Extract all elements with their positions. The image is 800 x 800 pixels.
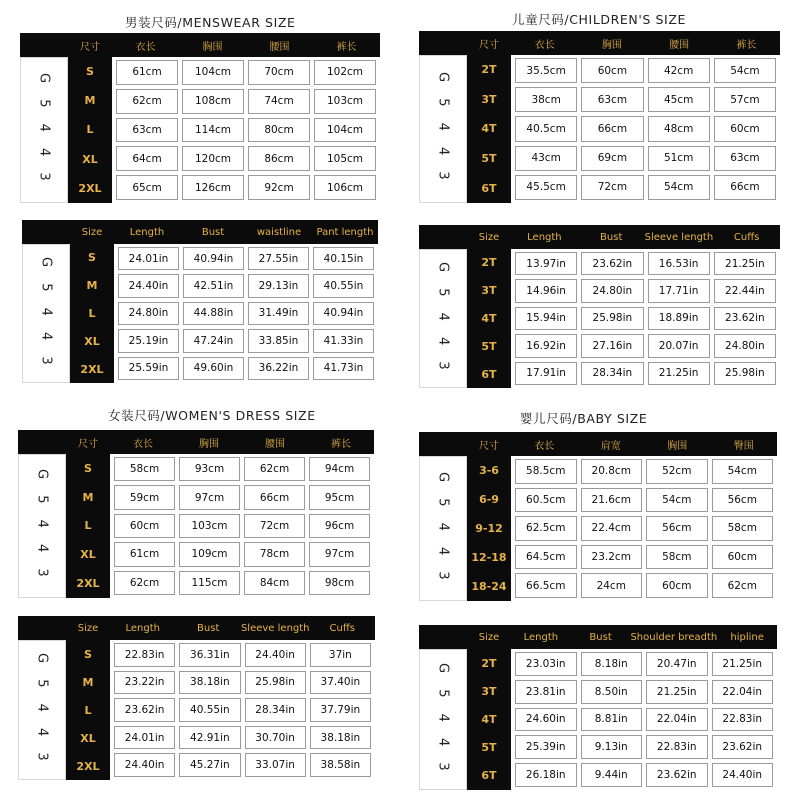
childrens-cm-table	[419, 31, 780, 203]
header-column-label: Sleeve length	[644, 231, 714, 243]
measurement-cell: 54cm	[714, 58, 776, 83]
measurement-cell: 25.39in	[515, 735, 577, 759]
measurement-cell: 23.62in	[581, 252, 643, 275]
header-column-label: 裤长	[331, 438, 351, 450]
measurement-cell: 47.24in	[183, 329, 244, 352]
measurement-cell: 103cm	[179, 514, 240, 538]
womens-cm-table	[18, 430, 374, 598]
header-column-label: Cuffs	[329, 622, 355, 634]
measurement-cell: 38.58in	[310, 753, 371, 777]
measurement-cell: 58cm	[712, 516, 774, 541]
measurement-cell: 62cm	[116, 89, 178, 114]
measurement-grid	[511, 249, 780, 388]
table-header	[20, 33, 380, 57]
product-code	[20, 57, 68, 203]
measurement-cell: 28.34in	[245, 698, 306, 722]
measurement-cell: 61cm	[116, 60, 178, 85]
measurement-cell: 23.62in	[714, 307, 776, 330]
measurement-cell: 86cm	[248, 146, 310, 171]
measurement-cell: 40.55in	[179, 698, 240, 722]
measurement-cell: 20.07in	[648, 334, 710, 357]
measurement-cell: 104cm	[314, 118, 376, 143]
menswear-title: 男装尺码/MENSWEAR SIZE	[125, 15, 296, 30]
measurement-cell: 66cm	[581, 116, 643, 141]
measurement-grid	[511, 649, 777, 790]
measurement-cell: 56cm	[712, 488, 774, 513]
measurement-cell: 51cm	[648, 146, 710, 171]
measurement-cell: 42cm	[648, 58, 710, 83]
measurement-cell: 49.60in	[183, 357, 244, 380]
measurement-cell: 36.31in	[179, 643, 240, 667]
measurement-cell: 38.18in	[179, 671, 240, 695]
product-code-text: G 5 4 4 3	[435, 471, 451, 586]
size-label: 4T	[481, 122, 497, 136]
size-label: 2XL	[76, 577, 100, 591]
product-code-text: G 5 4 4 3	[435, 662, 451, 777]
header-column-label: Bust	[201, 226, 225, 238]
product-code-text: G 5 4 4 3	[34, 469, 50, 583]
header-column-label: Bust	[589, 631, 612, 643]
measurement-cell: 62cm	[244, 457, 305, 481]
menswear-cm-table	[20, 33, 380, 203]
product-code-text: G 5 4 4 3	[36, 73, 52, 187]
measurement-cell: 25.98in	[245, 671, 306, 695]
header-column-label: Cuffs	[733, 231, 760, 243]
measurement-cell: 16.92in	[515, 334, 577, 357]
size-label: 3T	[481, 284, 497, 298]
measurement-cell: 23.22in	[114, 671, 175, 695]
measurement-cell: 63cm	[714, 146, 776, 171]
product-code	[18, 640, 66, 780]
header-column-label: Shoulder breadth	[630, 631, 718, 643]
measurement-cell: 14.96in	[515, 279, 577, 302]
measurement-cell: 25.98in	[714, 362, 776, 385]
product-code-text: G 5 4 4 3	[435, 72, 451, 186]
header-column-label: 腰围	[265, 438, 285, 450]
measurement-cell: 36.22in	[248, 357, 309, 380]
measurement-grid	[511, 55, 780, 203]
measurement-cell: 72cm	[581, 175, 643, 200]
measurement-cell: 25.59in	[118, 357, 179, 380]
size-label: 2T	[481, 63, 497, 77]
header-column-label: 衣长	[534, 39, 555, 51]
size-label: 4T	[481, 311, 497, 325]
measurement-cell: 60.5cm	[515, 488, 577, 513]
measurement-cell: 24.40in	[118, 274, 179, 297]
measurement-cell: 22.83in	[712, 708, 774, 732]
measurement-cell: 66.5cm	[515, 573, 577, 598]
measurement-cell: 8.18in	[581, 652, 643, 676]
header-size-label: Size	[77, 622, 99, 634]
measurement-cell: 94cm	[309, 457, 370, 481]
measurement-cell: 33.07in	[245, 753, 306, 777]
size-label: 2XL	[80, 362, 104, 376]
measurement-cell: 23.81in	[515, 680, 577, 704]
size-label: 2T	[481, 256, 497, 270]
table-header	[18, 430, 374, 454]
measurement-cell: 24.01in	[114, 726, 175, 750]
measurement-cell: 35.5cm	[515, 58, 577, 83]
measurement-cell: 31.49in	[248, 302, 309, 325]
measurement-cell: 21.25in	[714, 252, 776, 275]
size-column	[70, 244, 114, 383]
measurement-cell: 115cm	[179, 571, 240, 595]
childrens-title: 儿童尺码/CHILDREN'S SIZE	[512, 12, 686, 27]
product-code	[419, 249, 467, 388]
measurement-cell: 21.25in	[648, 362, 710, 385]
measurement-cell: 20.47in	[646, 652, 708, 676]
measurement-cell: 22.44in	[714, 279, 776, 302]
measurement-cell: 17.91in	[515, 362, 577, 385]
product-code	[419, 456, 467, 601]
measurement-cell: 103cm	[314, 89, 376, 114]
size-label: 2XL	[76, 759, 100, 773]
baby-in-table	[419, 625, 777, 790]
size-label: L	[88, 306, 96, 320]
measurement-cell: 105cm	[314, 146, 376, 171]
size-label: 2XL	[78, 181, 102, 195]
measurement-cell: 38cm	[515, 87, 577, 112]
measurement-cell: 45.5cm	[515, 175, 577, 200]
size-column	[467, 249, 511, 388]
size-label: 3-6	[479, 464, 499, 477]
header-column-label: waistline	[256, 226, 302, 238]
measurement-cell: 22.83in	[646, 735, 708, 759]
measurement-cell: 60cm	[712, 545, 774, 570]
measurement-cell: 20.8cm	[581, 459, 643, 484]
measurement-cell: 62cm	[712, 573, 774, 598]
measurement-cell: 24.01in	[118, 247, 179, 270]
measurement-cell: 40.5cm	[515, 116, 577, 141]
size-label: XL	[80, 731, 96, 745]
measurement-cell: 95cm	[309, 485, 370, 509]
measurement-cell: 23.62in	[712, 735, 774, 759]
measurement-cell: 42.51in	[183, 274, 244, 297]
measurement-cell: 41.73in	[313, 357, 374, 380]
measurement-cell: 126cm	[182, 175, 244, 200]
table-header	[419, 432, 777, 456]
measurement-cell: 22.04in	[712, 680, 774, 704]
measurement-cell: 27.55in	[248, 247, 309, 270]
table-header	[18, 616, 375, 640]
baby-title: 婴儿尺码/BABY SIZE	[520, 411, 648, 426]
header-size-label: Size	[81, 226, 103, 238]
product-code-text: G 5 4 4 3	[38, 256, 54, 371]
measurement-cell: 21.6cm	[581, 488, 643, 513]
measurement-cell: 54cm	[712, 459, 774, 484]
measurement-grid	[110, 640, 375, 780]
measurement-cell: 23.62in	[114, 698, 175, 722]
measurement-cell: 54cm	[646, 488, 708, 513]
size-label: S	[84, 461, 92, 475]
measurement-cell: 22.4cm	[581, 516, 643, 541]
header-column-label: 裤长	[736, 39, 757, 51]
measurement-cell: 24.40in	[114, 753, 175, 777]
measurement-cell: 24.80in	[581, 279, 643, 302]
size-column	[467, 456, 511, 601]
measurement-cell: 18.89in	[648, 307, 710, 330]
size-label: 5T	[481, 741, 497, 755]
measurement-cell: 44.88in	[183, 302, 244, 325]
measurement-cell: 64.5cm	[515, 545, 577, 570]
measurement-cell: 56cm	[646, 516, 708, 541]
size-label: XL	[80, 548, 96, 562]
measurement-cell: 58cm	[646, 545, 708, 570]
measurement-cell: 80cm	[248, 118, 310, 143]
measurement-cell: 72cm	[244, 514, 305, 538]
product-code	[419, 55, 467, 203]
womens-title: 女装尺码/WOMEN'S DRESS SIZE	[108, 408, 316, 423]
header-column-label: 臀围	[733, 440, 754, 452]
measurement-cell: 37.79in	[310, 698, 371, 722]
measurement-cell: 114cm	[182, 118, 244, 143]
size-label: M	[84, 94, 96, 108]
measurement-cell: 109cm	[179, 542, 240, 566]
measurement-cell: 74cm	[248, 89, 310, 114]
measurement-cell: 65cm	[116, 175, 178, 200]
measurement-cell: 60cm	[646, 573, 708, 598]
size-label: S	[84, 647, 92, 661]
baby-cm-table	[419, 432, 777, 601]
measurement-cell: 45cm	[648, 87, 710, 112]
size-label: 6T	[481, 367, 497, 381]
size-label: S	[86, 65, 94, 79]
measurement-cell: 24.40in	[712, 763, 774, 787]
size-label: 3T	[481, 92, 497, 106]
measurement-cell: 69cm	[581, 146, 643, 171]
header-column-label: hipline	[730, 631, 764, 643]
measurement-cell: 66cm	[714, 175, 776, 200]
measurement-cell: 24.60in	[515, 708, 577, 732]
measurement-grid	[511, 456, 777, 601]
product-code	[18, 454, 66, 598]
measurement-cell: 15.94in	[515, 307, 577, 330]
size-column	[68, 57, 112, 203]
header-column-label: 胸围	[667, 440, 688, 452]
measurement-cell: 92cm	[248, 175, 310, 200]
header-size-label: 尺寸	[80, 41, 100, 53]
size-label: 18-24	[471, 580, 507, 593]
measurement-cell: 60cm	[114, 514, 175, 538]
header-column-label: 肩宽	[600, 440, 621, 452]
measurement-cell: 25.98in	[581, 307, 643, 330]
size-label: 6T	[481, 769, 497, 783]
header-column-label: Bust	[197, 622, 220, 634]
measurement-cell: 40.94in	[313, 302, 374, 325]
measurement-cell: 59cm	[114, 485, 175, 509]
measurement-cell: 17.71in	[648, 279, 710, 302]
measurement-cell: 29.13in	[248, 274, 309, 297]
womens-in-table	[18, 616, 375, 780]
measurement-cell: 48cm	[648, 116, 710, 141]
measurement-cell: 22.83in	[114, 643, 175, 667]
size-label: XL	[84, 334, 100, 348]
measurement-cell: 70cm	[248, 60, 310, 85]
measurement-cell: 21.25in	[712, 652, 774, 676]
measurement-cell: 38.18in	[310, 726, 371, 750]
header-column-label: 胸围	[202, 41, 223, 53]
menswear-in-table	[22, 220, 378, 383]
measurement-cell: 25.19in	[118, 329, 179, 352]
product-code-text: G 5 4 4 3	[34, 653, 50, 767]
measurement-cell: 33.85in	[248, 329, 309, 352]
childrens-in-table	[419, 225, 780, 388]
measurement-cell: 84cm	[244, 571, 305, 595]
header-column-label: Bust	[600, 231, 623, 243]
measurement-cell: 40.94in	[183, 247, 244, 270]
product-code	[22, 244, 70, 383]
size-label: 5T	[481, 339, 497, 353]
product-code	[419, 649, 467, 790]
measurement-cell: 104cm	[182, 60, 244, 85]
size-label: M	[86, 279, 98, 293]
measurement-cell: 78cm	[244, 542, 305, 566]
size-label: 2T	[481, 656, 497, 670]
header-column-label: Sleeve length	[240, 622, 310, 634]
measurement-cell: 37in	[310, 643, 371, 667]
measurement-cell: 27.16in	[581, 334, 643, 357]
size-label: S	[88, 251, 96, 265]
size-column	[66, 640, 110, 780]
size-label: 6-9	[479, 493, 499, 506]
measurement-cell: 62cm	[114, 571, 175, 595]
measurement-cell: 106cm	[314, 175, 376, 200]
measurement-cell: 26.18in	[515, 763, 577, 787]
measurement-cell: 43cm	[515, 146, 577, 171]
header-column-label: 腰围	[669, 39, 690, 51]
size-label: 3T	[481, 684, 497, 698]
measurement-cell: 54cm	[648, 175, 710, 200]
header-column-label: 胸围	[601, 39, 622, 51]
table-header	[419, 625, 777, 649]
header-column-label: Length	[523, 631, 559, 643]
size-label: 5T	[481, 152, 497, 166]
size-label: L	[86, 123, 94, 137]
header-column-label: Pant length	[316, 226, 374, 238]
measurement-cell: 22.04in	[646, 708, 708, 732]
size-label: L	[84, 703, 92, 717]
size-label: M	[82, 490, 94, 504]
header-size-label: Size	[478, 631, 500, 643]
header-column-label: 衣长	[534, 440, 555, 452]
measurement-cell: 64cm	[116, 146, 178, 171]
header-column-label: 腰围	[269, 41, 290, 53]
size-column	[467, 55, 511, 203]
measurement-cell: 30.70in	[245, 726, 306, 750]
measurement-cell: 96cm	[309, 514, 370, 538]
measurement-cell: 9.44in	[581, 763, 643, 787]
measurement-cell: 93cm	[179, 457, 240, 481]
size-label: M	[82, 675, 94, 689]
measurement-cell: 108cm	[182, 89, 244, 114]
header-size-label: Size	[478, 231, 500, 243]
measurement-cell: 24.80in	[714, 334, 776, 357]
measurement-cell: 40.15in	[313, 247, 374, 270]
size-label: 6T	[481, 181, 497, 195]
measurement-cell: 97cm	[309, 542, 370, 566]
measurement-cell: 28.34in	[581, 362, 643, 385]
measurement-cell: 8.50in	[581, 680, 643, 704]
measurement-grid	[112, 57, 380, 203]
measurement-cell: 13.97in	[515, 252, 577, 275]
measurement-cell: 23.03in	[515, 652, 577, 676]
table-header	[419, 31, 780, 55]
measurement-cell: 60cm	[581, 58, 643, 83]
measurement-cell: 97cm	[179, 485, 240, 509]
size-label: 9-12	[475, 522, 503, 535]
measurement-cell: 9.13in	[581, 735, 643, 759]
header-size-label: 尺寸	[479, 39, 499, 51]
header-column-label: 胸围	[199, 438, 219, 450]
measurement-cell: 8.81in	[581, 708, 643, 732]
measurement-cell: 61cm	[114, 542, 175, 566]
measurement-grid	[114, 244, 378, 383]
header-column-label: 裤长	[336, 41, 357, 53]
size-label: L	[84, 519, 92, 533]
header-size-label: 尺寸	[479, 440, 499, 452]
header-column-label: Length	[129, 226, 165, 238]
size-label: 12-18	[471, 551, 507, 564]
header-size-label: 尺寸	[78, 438, 98, 450]
measurement-cell: 23.62in	[646, 763, 708, 787]
measurement-cell: 60cm	[714, 116, 776, 141]
product-code-text: G 5 4 4 3	[435, 261, 451, 376]
measurement-cell: 24.40in	[245, 643, 306, 667]
size-column	[66, 454, 110, 598]
measurement-cell: 21.25in	[646, 680, 708, 704]
measurement-cell: 58.5cm	[515, 459, 577, 484]
header-column-label: 衣长	[133, 438, 153, 450]
measurement-cell: 45.27in	[179, 753, 240, 777]
measurement-cell: 98cm	[309, 571, 370, 595]
measurement-cell: 42.91in	[179, 726, 240, 750]
measurement-cell: 62.5cm	[515, 516, 577, 541]
header-column-label: 衣长	[135, 41, 156, 53]
size-label: 4T	[481, 712, 497, 726]
size-label: XL	[82, 152, 98, 166]
size-column	[467, 649, 511, 790]
measurement-cell: 40.55in	[313, 274, 374, 297]
header-column-label: Length	[527, 231, 562, 243]
measurement-cell: 66cm	[244, 485, 305, 509]
measurement-cell: 63cm	[581, 87, 643, 112]
measurement-grid	[110, 454, 374, 598]
measurement-cell: 57cm	[714, 87, 776, 112]
header-column-label: Length	[125, 622, 160, 634]
measurement-cell: 58cm	[114, 457, 175, 481]
measurement-cell: 24.80in	[118, 302, 179, 325]
measurement-cell: 52cm	[646, 459, 708, 484]
measurement-cell: 63cm	[116, 118, 178, 143]
measurement-cell: 120cm	[182, 146, 244, 171]
table-header	[419, 225, 780, 249]
measurement-cell: 24cm	[581, 573, 643, 598]
table-header	[22, 220, 378, 244]
measurement-cell: 37.40in	[310, 671, 371, 695]
measurement-cell: 41.33in	[313, 329, 374, 352]
measurement-cell: 16.53in	[648, 252, 710, 275]
measurement-cell: 23.2cm	[581, 545, 643, 570]
measurement-cell: 102cm	[314, 60, 376, 85]
